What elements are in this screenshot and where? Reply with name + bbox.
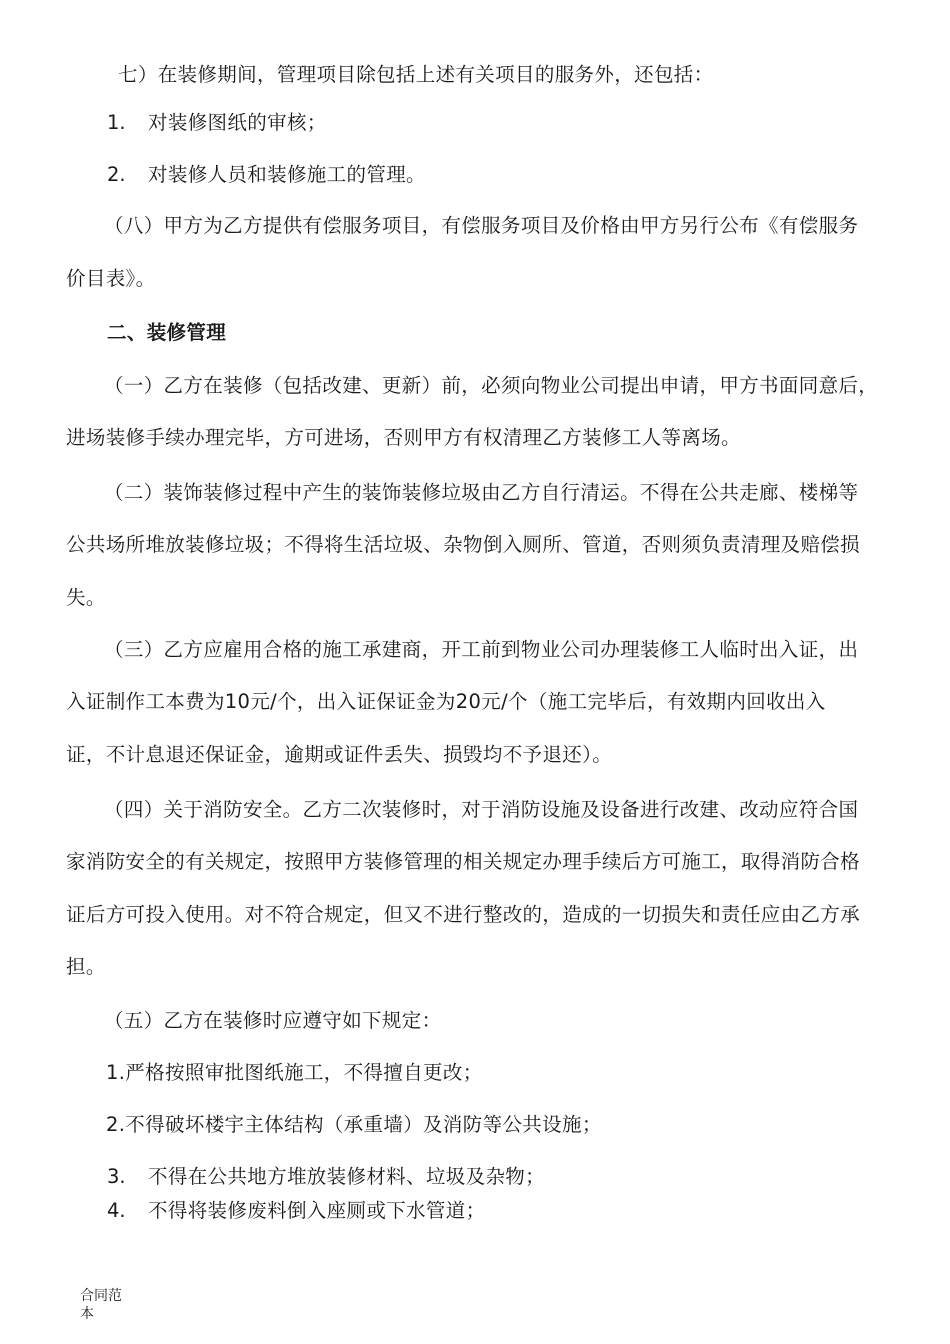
paragraph-paid-services-line2: 价目表》。 <box>66 267 156 290</box>
list-number: 2. <box>107 163 126 186</box>
clause-2-line1: （二）装饰装修过程中产生的装饰装修垃圾由乙方自行清运。不得在公共走廊、楼梯等 <box>104 481 859 504</box>
clause-4-line3: 证后方可投入使用。对不符合规定，但又不进行整改的，造成的一切损失和责任应由乙方承 <box>66 903 861 926</box>
clause-4-line2: 家消防安全的有关规定，按照甲方装修管理的相关规定办理手续后方可施工，取得消防合格 <box>66 850 861 873</box>
rule-1: 1.严格按照审批图纸施工，不得擅自更改； <box>106 1061 483 1084</box>
clause-3-line1: （三）乙方应雇用合格的施工承建商，开工前到物业公司办理装修工人临时出入证，出 <box>104 638 859 661</box>
list-number: 1. <box>107 111 126 134</box>
clause-4-line4: 担。 <box>66 955 106 978</box>
clause-2-line3: 失。 <box>66 586 106 609</box>
clause-1-line1: （一）乙方在装修（包括改建、更新）前，必须向物业公司提出申请，甲方书面同意后， <box>104 374 879 397</box>
rule-2: 2.不得破坏楼宇主体结构（承重墙）及消防等公共设施； <box>106 1113 602 1136</box>
list-number: 3. <box>107 1165 126 1188</box>
list-item: 对装修人员和装修施工的管理。 <box>148 163 426 186</box>
clause-1-line2: 进场装修手续办理完毕，方可进场，否则甲方有权清理乙方装修工人等离场。 <box>66 426 741 449</box>
list-item: 对装修图纸的审核； <box>148 111 327 134</box>
paragraph-services-during-renovation: 七）在装修期间，管理项目除包括上述有关项目的服务外，还包括： <box>118 63 714 86</box>
list-number: 4. <box>107 1199 126 1222</box>
clause-2-line2: 公共场所堆放装修垃圾；不得将生活垃圾、杂物倒入厕所、管道，否则须负责清理及赔偿损 <box>66 533 861 556</box>
clause-4-line1: （四）关于消防安全。乙方二次装修时，对于消防设施及设备进行改建、改动应符合国 <box>104 798 859 821</box>
paragraph-paid-services-line1: （八）甲方为乙方提供有偿服务项目，有偿服务项目及价格由甲方另行公布《有偿服务 <box>104 214 859 237</box>
clause-3-line3: 证，不计息退还保证金，逾期或证件丢失、损毁均不予退还）。 <box>66 743 613 766</box>
footer-label: 合同范本 <box>80 1288 122 1322</box>
clause-5-line1: （五）乙方在装修时应遵守如下规定： <box>104 1009 442 1032</box>
list-item: 不得在公共地方堆放装修材料、垃圾及杂物； <box>148 1165 546 1188</box>
section-heading: 二、装修管理 <box>107 321 227 344</box>
list-item: 不得将装修废料倒入座厕或下水管道； <box>148 1199 486 1222</box>
clause-3-line2: 入证制作工本费为10元/个，出入证保证金为20元/个（施工完毕后，有效期内回收出入 <box>66 690 826 713</box>
